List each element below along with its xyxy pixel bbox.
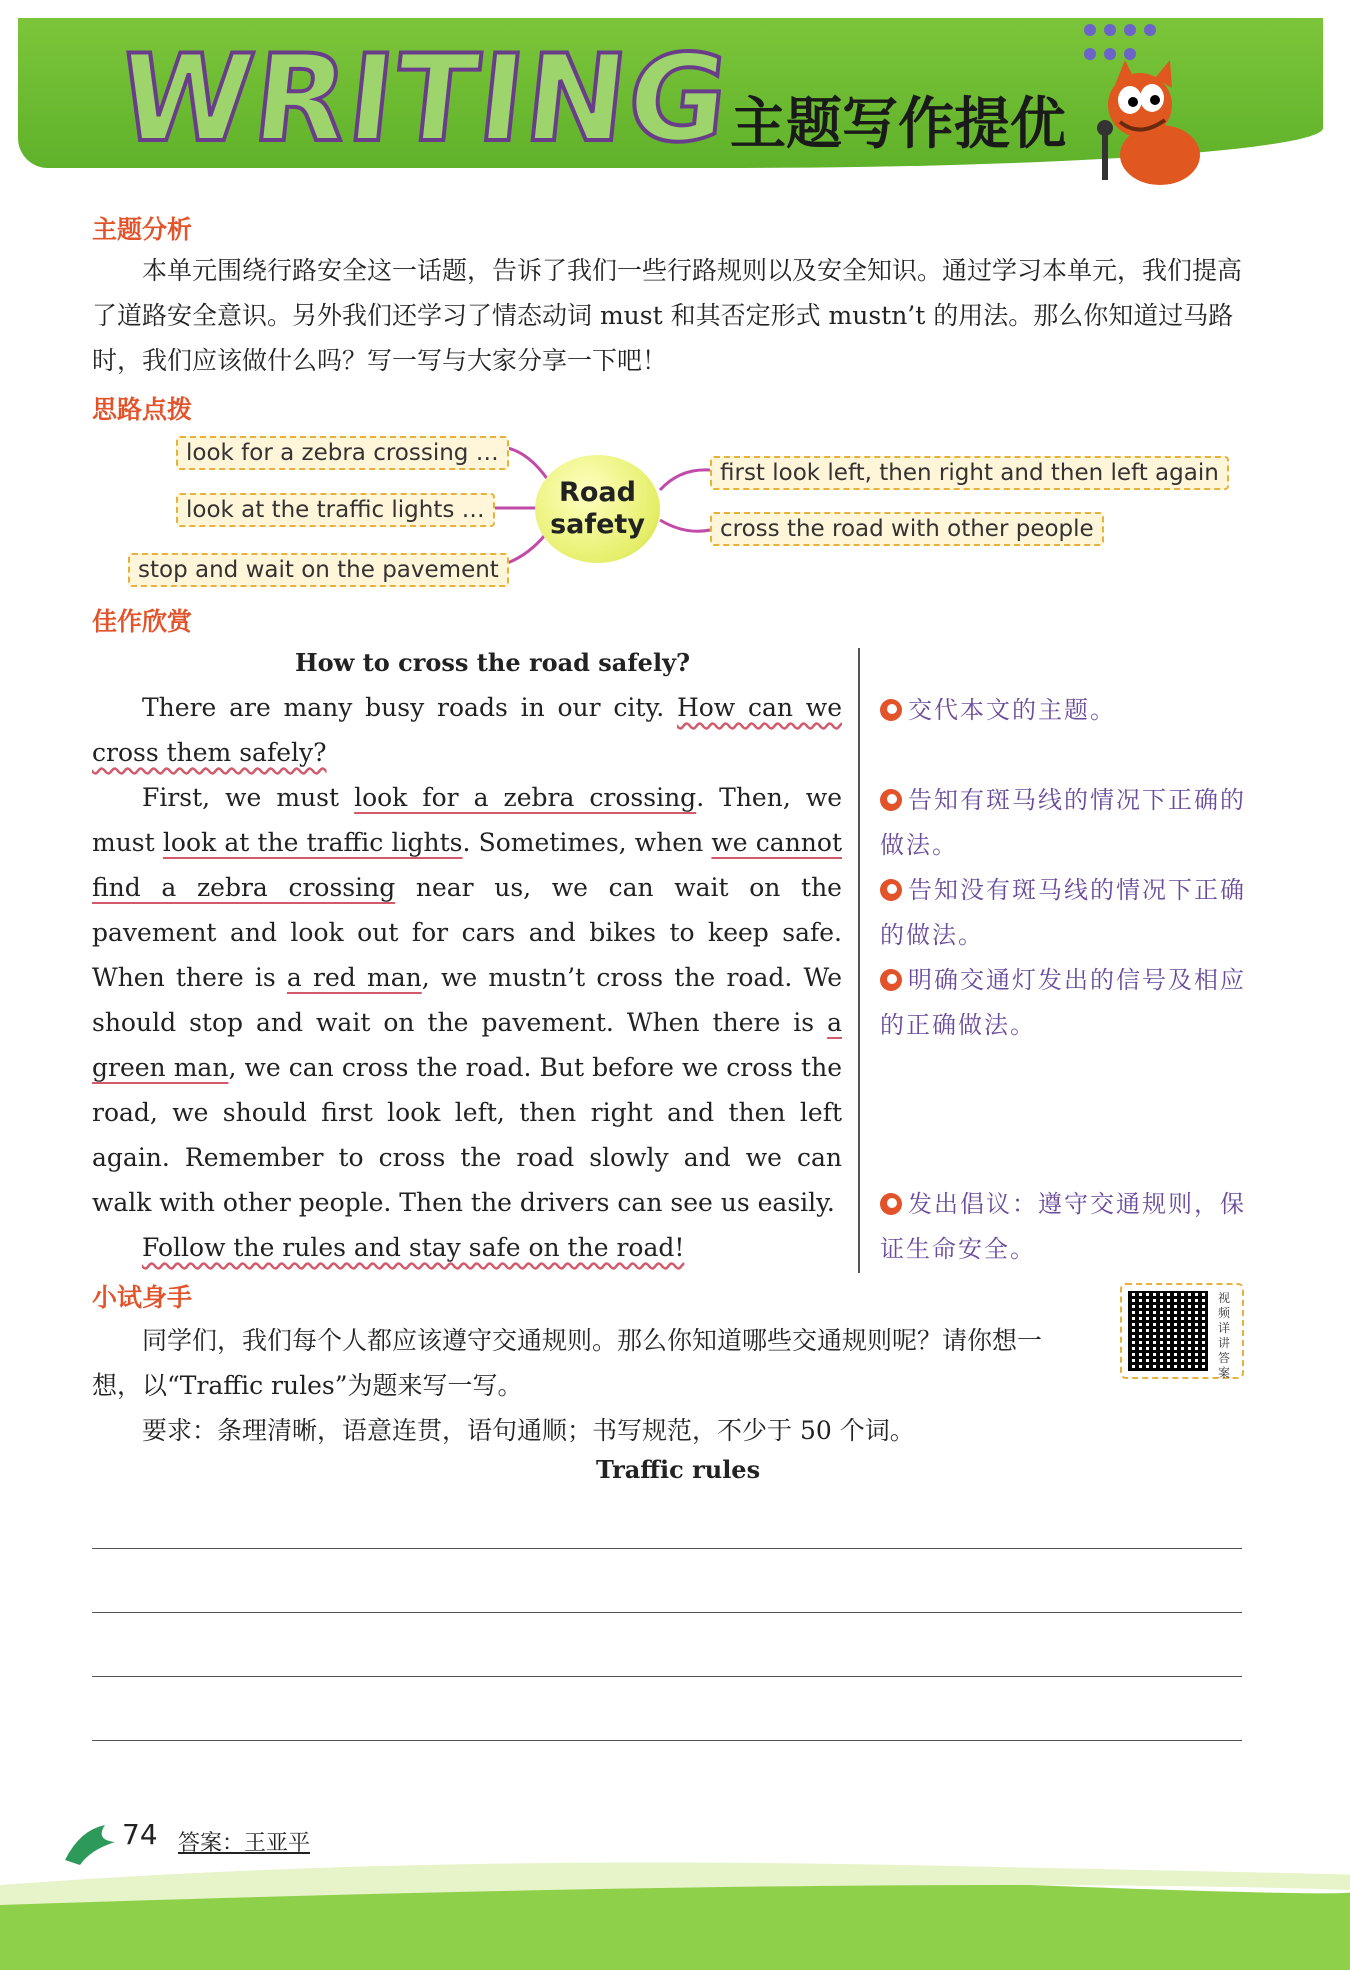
note-bullet-icon: [880, 1193, 902, 1215]
answer-credit: 答案：王亚平: [178, 1831, 311, 1856]
note-2: 告知有斑马线的情况下正确的做法。: [880, 786, 1246, 859]
essay-paragraph-1: There are many busy roads in our city. How can we cross them safely?: [92, 693, 842, 767]
essay-heading: 佳作欣赏: [92, 607, 193, 636]
writing-line[interactable]: [92, 1612, 1242, 1613]
essay-paragraph-3: Follow the rules and stay safe on the road!: [142, 1233, 685, 1262]
practice-title: Traffic rules: [596, 1455, 761, 1484]
practice-text: 同学们，我们每个人都应该遵守交通规则。那么你知道哪些交通规则呢？请你想一想，以“Traffic rules”为题来写一写。 要求：条理清晰，语意连贯，语句通顺；书写规范，不少于 50 个词。: [92, 1326, 1043, 1445]
essay-body: [92, 685, 842, 1270]
note-bullet-icon: [880, 789, 902, 811]
writing-line[interactable]: [92, 1548, 1242, 1549]
note-1: 交代本文的主题。: [880, 688, 1260, 733]
banner-title-cn: 主题写作提优: [730, 92, 1066, 157]
note-bullet-icon: [880, 879, 902, 901]
analysis-heading: 主题分析: [92, 215, 193, 244]
banner-title-en: WRITING: [112, 30, 737, 169]
note-3: 告知没有斑马线的情况下正确的做法。: [880, 876, 1246, 949]
footer-wave: [0, 1860, 1350, 1970]
mindmap-center: Road safety: [535, 455, 660, 563]
note-bullet-icon: [880, 699, 902, 721]
mindmap-left-2: look at the traffic lights …: [176, 493, 495, 527]
essay-paragraph-2: First, we must look for a zebra crossing. Then, we must look at the traffic lights. Sometimes, when we cannot find a zebra crossing near us, we can wait on the pavement and look out for cars and bikes to keep safe. When there is a red man, we mustn’t cross the road. We should stop and wait on the pavement. When there is a green man, we can cross the road. But before we cross the road, we should first look left, then right and then left again. Remember to cross the road slowly and we can walk with other people. Then the drivers can see us easily.: [92, 783, 843, 1217]
note-bullet-icon: [880, 969, 902, 991]
writing-line[interactable]: [92, 1740, 1242, 1741]
qr-code[interactable]: [1120, 1283, 1244, 1379]
page-number: 74: [122, 1818, 158, 1851]
qr-code-icon: [1128, 1291, 1208, 1371]
essay-divider: [858, 648, 860, 1273]
note-5: 发出倡议：遵守交通规则，保证生命安全。: [880, 1190, 1246, 1263]
mindmap-left-3: stop and wait on the pavement: [128, 553, 509, 587]
mindmap-heading: 思路点拨: [92, 395, 193, 424]
analysis-text: 本单元围绕行路安全这一话题，告诉了我们一些行路规则以及安全知识。通过学习本单元，我们提高了道路安全意识。另外我们还学习了情态动词 must 和其否定形式 mustn’t 的用法。那么你知道过马路时，我们应该做什么吗？写一写与大家分享一下吧！: [92, 256, 1243, 375]
qr-label: 视频详讲答案: [1218, 1291, 1231, 1380]
bird-icon: [60, 1820, 120, 1870]
writing-line[interactable]: [92, 1676, 1242, 1677]
essay-title: How to cross the road safely?: [295, 648, 691, 677]
practice-heading: 小试身手: [92, 1283, 193, 1312]
mindmap-left-1: look for a zebra crossing …: [176, 436, 509, 470]
mindmap-right-2: cross the road with other people: [710, 512, 1104, 546]
mindmap-right-1: first look left, then right and then left again: [710, 456, 1229, 490]
note-4: 明确交通灯发出的信号及相应的正确做法。: [880, 966, 1246, 1039]
